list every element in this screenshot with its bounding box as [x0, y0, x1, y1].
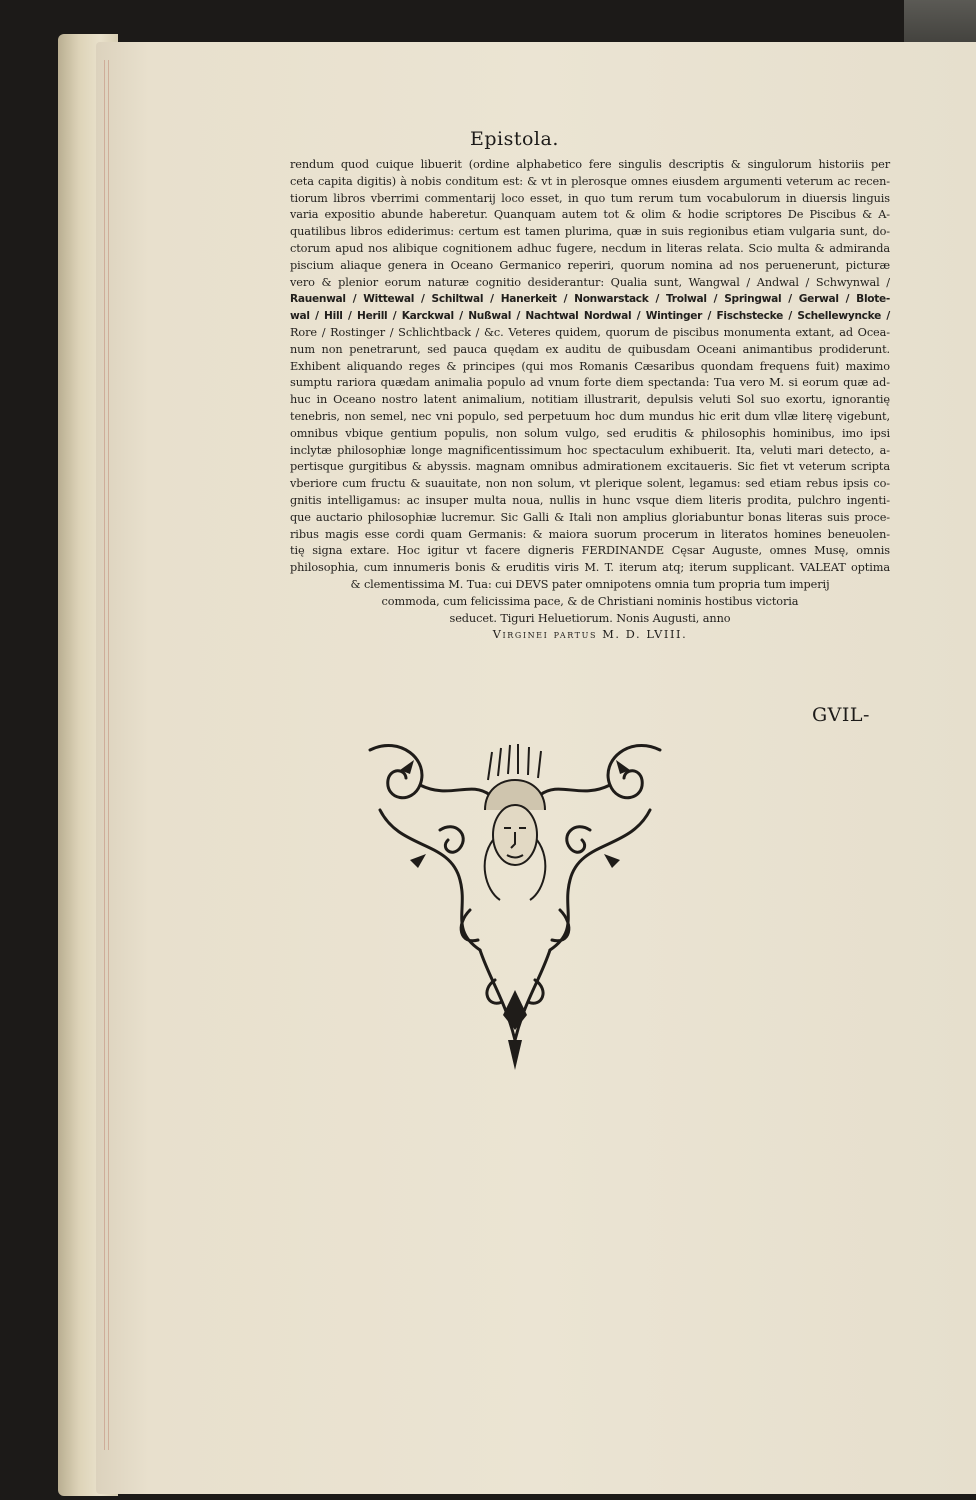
text-line: vberiore cum fructu & suauitate, non non solum, vt plerique solent, legamus: sed etiam rebus ipsis co- — [290, 477, 890, 491]
text-line: sumptu rariora quædam animalia populo ad vnum forte diem spectanda: Tua vero M. si eorum quæ ad- — [290, 376, 890, 390]
text-line-closing: seducet. Tiguri Heluetiorum. Nonis Augusti, anno — [449, 611, 731, 625]
text-line-fish-names: Rauenwal / Wittewal / Schiltwal / Hanerkeit / Nonwarstack / Trolwal / Springwal / Gerwal / Blote- — [290, 293, 890, 306]
letter-text — [290, 157, 890, 644]
text-line: tenebris, non semel, nec vni populo, sed perpetuum hoc dum mundus hic erit dum vllæ literę vigebunt, — [290, 409, 890, 423]
text-line: Rore / Rostinger / Schlichtback / &c. Veteres quidem, quorum de piscibus monumenta extant, ad Ocea- — [290, 325, 890, 339]
text-line: piscium aliaque genera in Oceano Germanico reperiri, quorum nomina ad nos peruenerunt, picturæ — [290, 258, 890, 272]
text-line: huc in Oceano nostro latent animalium, notitiam illustrarit, depulsis veluti Sol suo exortu, ignorantię — [290, 393, 890, 407]
text-line: Exhibent aliquando reges & principes (qui mos Romanis Cæsaribus quondam frequens fuit) maximo — [290, 359, 890, 373]
text-line: pertisque gurgitibus & abyssis. magnam omnibus admirationem excitaueris. Sic fiet vt veterum scripta — [290, 460, 890, 474]
text-line: quatilibus libros ediderimus: certum est tamen plurima, quæ in suis regionibus etiam vulgaria sunt, do- — [290, 225, 890, 239]
text-line: num non penetrarunt, sed pauca quędam ex auditu de quibusdam Oceani animantibus prodiderunt. — [290, 342, 890, 356]
woodcut-ornament-with-face — [360, 740, 670, 1075]
text-line: varia expositio abunde haberetur. Quanquam autem tot & olim & hodie scriptores De Piscibus & A- — [290, 208, 890, 222]
text-line: vero & plenior eorum naturæ cognitio desiderantur: Qualia sunt, Wangwal / Andwal / Schwynwal / — [290, 275, 890, 289]
text-line-closing: commoda, cum felicissima pace, & de Christiani nominis hostibus victoria — [381, 594, 799, 608]
text-line: que auctario philosophiæ lucremur. Sic Galli & Itali non amplius gloriabuntur bonas literas suis proce- — [290, 510, 890, 524]
text-line: gnitis intelligamus: ac insuper multa noua, nullis in hunc vsque diem literis prodita, pulchro ingenti- — [290, 493, 890, 507]
text-line: omnibus vbique gentium populis, non solum vulgo, sed eruditis & philosophis hominibus, imo ipsi — [290, 426, 890, 440]
text-line: ctorum apud nos alibique cognitionem adhuc fugere, necdum in literas relata. Scio multa & admiranda — [290, 241, 890, 255]
text-line-date: Virginei partus M. D. LVIII. — [492, 628, 688, 642]
catchword: GVIL- — [812, 704, 870, 726]
text-line: rendum quod cuique libuerit (ordine alphabetico fere singulis descriptis & singulorum historiis per — [290, 158, 890, 171]
text-line-closing: & clementissima M. Tua: cui DEVS pater omnipotens omnia tum propria tum imperij — [350, 577, 830, 591]
text-line: philosophia, cum innumeris bonis & eruditis viris M. T. iterum atq; iterum supplicant. VALEAT optima — [290, 561, 890, 575]
page-edge-line — [104, 60, 105, 1450]
face-mask — [485, 744, 546, 900]
text-line: ribus magis esse cordi quam Germanis: & maiora suorum procerum in literatos homines beneuolen- — [290, 527, 890, 541]
text-line: tiorum libros vberrimi commentarij loco esset, in quo tum rerum tum vocabulorum in diuersis linguis — [290, 191, 890, 205]
running-head: Epistola. — [470, 128, 559, 150]
text-line: tię signa extare. Hoc igitur vt facere digneris FERDINANDE Cęsar Auguste, omnes Musę, omnis — [290, 544, 890, 558]
page-edge-line — [108, 60, 109, 1450]
text-line: ceta capita digitis) à nobis conditum est: & vt in plerosque omnes eiusdem argumenti veterum ac recen- — [290, 174, 890, 188]
text-line-fish-names: wal / Hill / Herill / Karckwal / Nußwal / Nachtwal Nordwal / Wintinger / Fischstecke / Schellewyncke / — [290, 310, 890, 323]
text-line: inclytæ philosophiæ longe magnificentissimum hoc spectaculum exhibuerit. Ita, veluti mari detecto, a- — [290, 443, 890, 457]
